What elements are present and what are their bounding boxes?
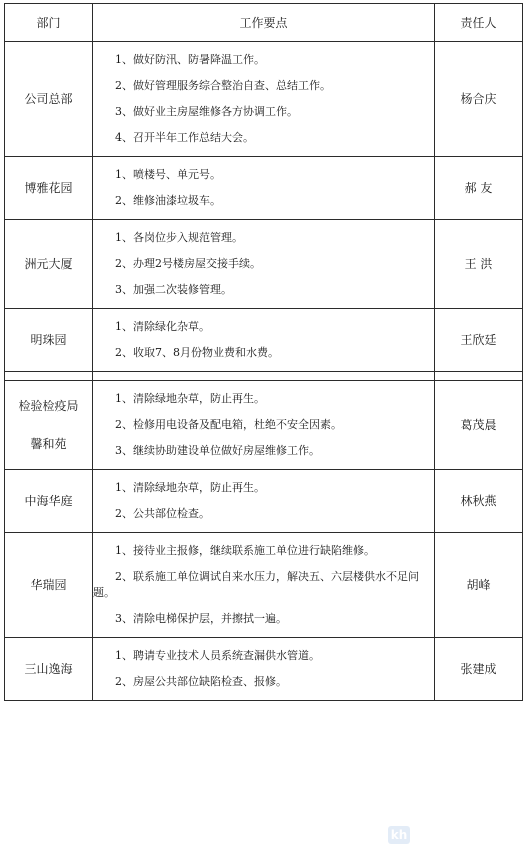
table-row <box>5 533 523 638</box>
dept-name: 公司总部 <box>24 91 73 106</box>
table-row <box>5 638 523 701</box>
work-item: 2、公共部位检查。 <box>115 507 210 520</box>
work-items-cell <box>93 470 435 533</box>
table-row <box>5 157 523 220</box>
work-items-cell <box>93 220 435 309</box>
dept-name: 博雅花园 <box>24 180 73 195</box>
work-item: 3、做好业主房屋维修各方协调工作。 <box>115 105 298 118</box>
dept-name: 洲元大厦 <box>24 256 73 271</box>
empty-cell <box>435 372 523 381</box>
table-row <box>5 309 523 372</box>
dept-cell <box>5 533 93 638</box>
work-plan-table <box>4 3 523 701</box>
work-item: 2、办理2号楼房屋交接手续。 <box>115 257 261 270</box>
work-items-cell <box>93 533 435 638</box>
work-items-cell <box>93 638 435 701</box>
work-item: 2、收取7、8月份物业费和水费。 <box>115 346 279 359</box>
work-item: 1、清除绿地杂草，防止再生。 <box>115 392 265 405</box>
dept-cell <box>5 381 93 470</box>
empty-row <box>5 372 523 381</box>
work-items-cell <box>93 157 435 220</box>
owner-cell: 郝 友 <box>435 157 523 220</box>
work-item: 2、联系施工单位调试自来水压力，解决五、六层楼供水不足问题。 <box>93 570 419 599</box>
table-row <box>5 220 523 309</box>
work-item: 1、做好防汛、防暑降温工作。 <box>115 53 265 66</box>
watermark-logo: kh <box>388 826 410 844</box>
work-item: 3、加强二次装修管理。 <box>115 283 232 296</box>
work-item: 3、继续协助建设单位做好房屋维修工作。 <box>115 444 320 457</box>
dept-cell <box>5 220 93 309</box>
table-row <box>5 381 523 470</box>
dept-cell <box>5 309 93 372</box>
work-items-cell <box>93 381 435 470</box>
owner-cell: 张建成 <box>435 638 523 701</box>
empty-cell <box>5 372 93 381</box>
table-row <box>5 42 523 157</box>
owner-cell: 王欣廷 <box>435 309 523 372</box>
dept-cell <box>5 470 93 533</box>
owner-cell: 林秋燕 <box>435 470 523 533</box>
owner-cell: 胡峰 <box>435 533 523 638</box>
header-row <box>5 4 523 42</box>
work-item: 1、接待业主报修，继续联系施工单位进行缺陷维修。 <box>115 544 375 557</box>
work-item: 1、聘请专业技术人员系统查漏供水管道。 <box>115 649 320 662</box>
work-item: 4、召开半年工作总结大会。 <box>115 131 254 144</box>
owner-cell: 王 洪 <box>435 220 523 309</box>
owner-cell: 葛茂晨 <box>435 381 523 470</box>
work-item: 3、清除电梯保护层，并擦拭一遍。 <box>115 612 287 625</box>
work-items-cell <box>93 42 435 157</box>
dept-cell <box>5 157 93 220</box>
header-dept: 部门 <box>5 4 93 42</box>
owner-cell: 杨合庆 <box>435 42 523 157</box>
header-owner: 责任人 <box>435 4 523 42</box>
dept-name: 馨和苑 <box>30 437 67 451</box>
work-item: 2、做好管理服务综合整治自查、总结工作。 <box>115 79 331 92</box>
work-item: 2、维修油漆垃圾车。 <box>115 194 221 207</box>
work-item: 2、检修用电设备及配电箱，杜绝不安全因素。 <box>115 418 342 431</box>
empty-cell <box>93 372 435 381</box>
work-item: 2、房屋公共部位缺陷检查、报修。 <box>115 675 287 688</box>
dept-name: 华瑞园 <box>30 577 67 592</box>
dept-name: 中海华庭 <box>24 493 73 508</box>
dept-cell <box>5 638 93 701</box>
work-item: 1、喷楼号、单元号。 <box>115 168 221 181</box>
dept-name: 明珠园 <box>30 332 67 347</box>
work-item: 1、清除绿地杂草，防止再生。 <box>115 481 265 494</box>
header-work: 工作要点 <box>93 4 435 42</box>
table-row <box>5 470 523 533</box>
dept-name: 三山逸海 <box>24 661 73 676</box>
work-item: 1、各岗位步入规范管理。 <box>115 231 243 244</box>
work-item: 1、清除绿化杂草。 <box>115 320 210 333</box>
dept-name: 检验检疫局 <box>18 398 79 413</box>
work-items-cell <box>93 309 435 372</box>
dept-cell <box>5 42 93 157</box>
